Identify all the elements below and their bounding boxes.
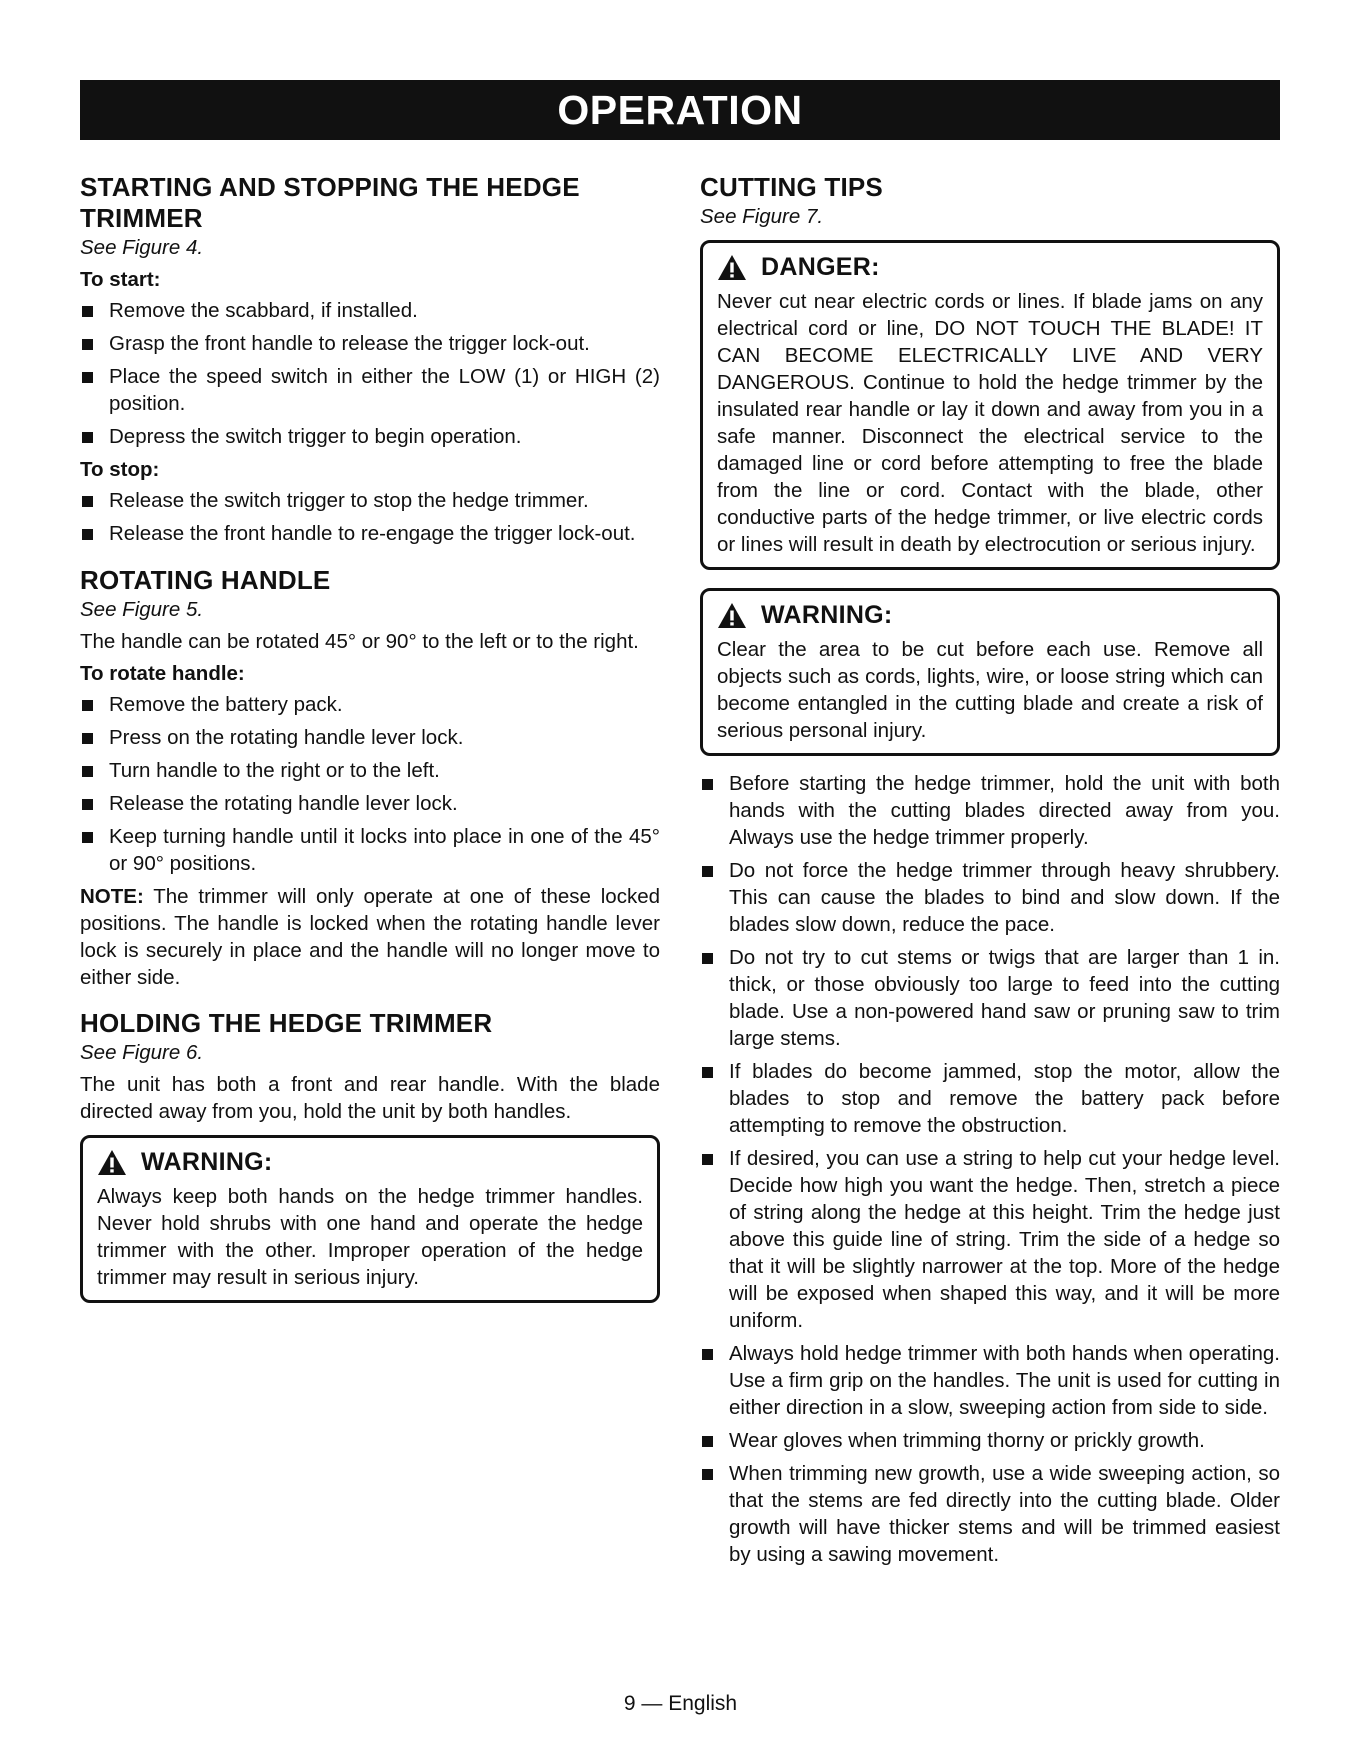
bullet-square-icon (82, 832, 93, 843)
list-item: Keep turning handle until it locks into place in one of the 45° or 90° positions. (80, 823, 660, 877)
start-list (80, 297, 660, 450)
rotate-list (80, 691, 660, 877)
danger-box (700, 240, 1280, 570)
list-item: Place the speed switch in either the LOW (1) or HIGH (2) position. (80, 363, 660, 417)
list-item: Turn handle to the right or to the left. (80, 757, 660, 784)
bullet-square-icon (82, 799, 93, 810)
list-item: Do not try to cut stems or twigs that are larger than 1 in. thick, or those obviously too large to feed into the cutting blade. Use a non-powered hand saw or pruning saw to trim large stems. (700, 944, 1280, 1052)
warning-triangle-icon (97, 1149, 127, 1176)
bullet-square-icon (702, 779, 713, 790)
bullet-square-icon (702, 866, 713, 877)
bullet-square-icon (82, 339, 93, 350)
bullet-square-icon (702, 1067, 713, 1078)
to-rotate-label: To rotate handle: (80, 662, 245, 685)
warning-text: Always keep both hands on the hedge trimmer handles. Never hold shrubs with one hand and operate the hedge trimmer with the other. Improper operation of the hedge trimmer may result in serious injury. (97, 1185, 643, 1289)
to-stop-label: To stop: (80, 458, 160, 481)
warning-triangle-icon (717, 602, 747, 629)
page-header-banner (80, 80, 1280, 140)
right-column (700, 172, 1280, 1574)
bullet-square-icon (702, 1436, 713, 1447)
holding-intro: The unit has both a front and rear handle. With the blade directed away from you, hold the unit by both handles. (80, 1073, 660, 1123)
list-item: Do not force the hedge trimmer through heavy shrubbery. This can cause the blades to bind and slow down. If the blades slow down, reduce the pace. (700, 857, 1280, 938)
bullet-square-icon (82, 432, 93, 443)
list-item: Release the rotating handle lever lock. (80, 790, 660, 817)
bullet-square-icon (702, 1469, 713, 1480)
section-title-cutting-tips: CUTTING TIPS (700, 172, 883, 202)
figure-ref-6: See Figure 6. (80, 1041, 204, 1064)
list-item: Depress the switch trigger to begin operation. (80, 423, 660, 450)
danger-text: Never cut near electric cords or lines. If blade jams on any electrical cord or line, DO NOT TOUCH THE BLADE! IT CAN BECOME ELECTRICALLY LIVE AND VERY DANGEROUS. Continue to hold the hedge trimmer by the insulated rear handle or lay it down and away from you in a safe manner. Disconnect the electrical service to the damaged line or cord before attempting to free the blade from the line or cord. Contact with the blade, other conductive parts of the hedge trimmer, or live electric cords or lines will result in death by electrocution or serious injury. (717, 290, 1263, 556)
bullet-square-icon (82, 372, 93, 383)
warning-box-cutting (700, 588, 1280, 756)
danger-title: DANGER: (761, 253, 880, 281)
warning-box-holding (80, 1135, 660, 1303)
section-title-start-stop: STARTING AND STOPPING THE HEDGE TRIMMER (80, 172, 580, 233)
note-label: NOTE: (80, 885, 144, 908)
rotating-intro: The handle can be rotated 45° or 90° to the left or to the right. (80, 630, 639, 653)
list-item: If desired, you can use a string to help cut your hedge level. Decide how high you want the hedge. Then, stretch a piece of string along the hedge at this height. Trim the hedge just above this guide line of string. Trim the side of a hedge so that it will be slightly narrower at the top. More of the hedge will be exposed when shaped this way, and it will be more uniform. (700, 1145, 1280, 1334)
bullet-square-icon (82, 529, 93, 540)
figure-ref-7: See Figure 7. (700, 205, 824, 228)
warning-title: WARNING: (761, 601, 893, 629)
list-item: Always hold hedge trimmer with both hands when operating. Use a firm grip on the handles. The unit is used for cutting in either direction in a slow, sweeping action from side to side. (700, 1340, 1280, 1421)
list-item: Remove the scabbard, if installed. (80, 297, 660, 324)
rotating-note (80, 883, 660, 991)
figure-ref-4: See Figure 4. (80, 236, 204, 259)
warning-text: Clear the area to be cut before each use. Remove all objects such as cords, lights, wire, or loose string which can become entangled in the cutting blade and create a risk of serious personal injury. (717, 638, 1263, 742)
list-item: Grasp the front handle to release the trigger lock-out. (80, 330, 660, 357)
list-item: Release the front handle to re-engage the trigger lock-out. (80, 520, 660, 547)
figure-ref-5: See Figure 5. (80, 598, 204, 621)
stop-list (80, 487, 660, 547)
list-item: Press on the rotating handle lever lock. (80, 724, 660, 751)
warning-title: WARNING: (141, 1148, 273, 1176)
bullet-square-icon (702, 1154, 713, 1165)
bullet-square-icon (82, 733, 93, 744)
list-item: Release the switch trigger to stop the hedge trimmer. (80, 487, 660, 514)
list-item: Before starting the hedge trimmer, hold the unit with both hands with the cutting blades directed away from you. Always use the hedge trimmer properly. (700, 770, 1280, 851)
bullet-square-icon (82, 766, 93, 777)
section-title-holding: HOLDING THE HEDGE TRIMMER (80, 1008, 493, 1038)
page-footer (0, 1692, 1361, 1716)
to-start-label: To start: (80, 268, 161, 291)
list-item: When trimming new growth, use a wide sweeping action, so that the stems are fed directly into the cutting blade. Older growth will have thicker stems and will be trimmed easiest by using a sawing movement. (700, 1460, 1280, 1568)
section-title-rotating-handle: ROTATING HANDLE (80, 565, 331, 595)
bullet-square-icon (702, 953, 713, 964)
danger-triangle-icon (717, 254, 747, 281)
list-item: Remove the battery pack. (80, 691, 660, 718)
cutting-tips-list (700, 770, 1280, 1568)
left-column (80, 172, 660, 1303)
bullet-square-icon (82, 496, 93, 507)
list-item: Wear gloves when trimming thorny or prickly growth. (700, 1427, 1280, 1454)
page-number: 9 — English (623, 1692, 738, 1715)
page-header-title: OPERATION (557, 87, 803, 133)
note-text: The trimmer will only operate at one of these locked positions. The handle is locked when the rotating handle lever lock is securely in place and the handle will no longer move to either side. (80, 885, 660, 989)
list-item: If blades do become jammed, stop the motor, allow the blades to stop and remove the battery pack before attempting to remove the obstruction. (700, 1058, 1280, 1139)
bullet-square-icon (82, 700, 93, 711)
bullet-square-icon (702, 1349, 713, 1360)
bullet-square-icon (82, 306, 93, 317)
